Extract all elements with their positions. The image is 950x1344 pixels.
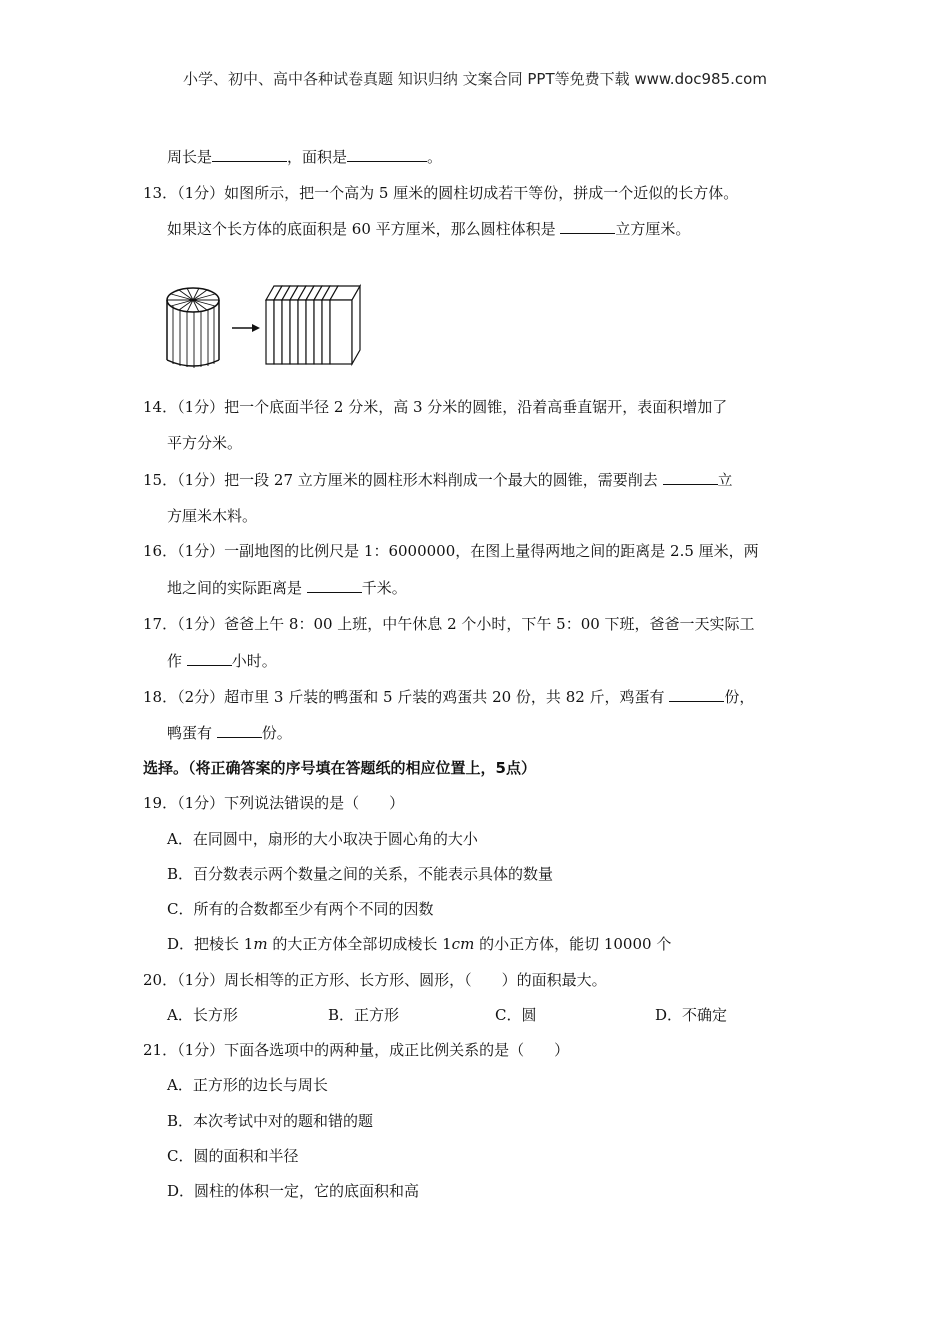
q21-stem	[143, 1040, 569, 1060]
q19-d-text1: D．把棱长 1	[167, 935, 254, 953]
q16-text2b: 千米。	[361, 579, 407, 597]
q20-option-d: D．不确定	[655, 1006, 728, 1024]
q13-text2a: 如果这个长方体的底面积是 60 平方厘米，那么圆柱体积是	[167, 220, 556, 238]
q19-d-text2: 的大正方体全部切成棱长 1	[267, 935, 452, 953]
q19-option-a: A．在同圆中，扇形的大小取决于圆心角的大小	[167, 830, 478, 848]
q12-blank-area	[347, 146, 427, 162]
q13-line1	[143, 183, 738, 203]
q18-blank-duck	[217, 722, 262, 738]
q20-option-a: A．长方形	[167, 1006, 238, 1024]
q20-number: 20．	[143, 971, 178, 989]
q19-number: 19．	[143, 794, 178, 812]
q19-option-c: C．所有的合数都至少有两个不同的因数	[167, 900, 434, 918]
q18-line1	[143, 686, 754, 707]
q21-option-d: D．圆柱的体积一定，它的底面积和高	[167, 1182, 420, 1200]
q20-stem-text: （1分）周长相等的正方形、长方形、圆形，（ ）的面积最大。	[177, 971, 607, 989]
q15-text1b: 立	[717, 471, 733, 489]
q16-number: 16．	[143, 542, 178, 560]
cuboid-slices	[266, 286, 360, 364]
q12-blank-perimeter	[212, 146, 287, 162]
q21-option-c: C．圆的面积和半径	[167, 1147, 299, 1165]
q19-d-unit-m: m	[253, 935, 268, 953]
page-header: 小学、初中、高中各种试卷真题 知识归纳 文案合同 PPT等免费下载 www.doc985.com	[183, 70, 767, 88]
q17-line1	[143, 614, 755, 634]
q17-line2	[167, 650, 277, 671]
q21-number: 21．	[143, 1041, 178, 1059]
q18-text1b: 份，	[724, 688, 755, 706]
q13-line2	[167, 218, 690, 239]
q18-number: 18．	[143, 688, 178, 706]
section-heading-choice: 选择。（将正确答案的序号填在答题纸的相应位置上，5点）	[143, 759, 536, 777]
q16-text1: （1分）一副地图的比例尺是 1：6000000，在图上量得两地之间的距离是 2.5 厘米，两	[177, 542, 759, 560]
q15-number: 15．	[143, 471, 178, 489]
q17-text2a: 作	[167, 652, 183, 670]
q21-stem-text: （1分）下面各选项中的两种量，成正比例关系的是（ ）	[177, 1041, 570, 1059]
q12-continuation	[167, 146, 442, 167]
q13-number: 13．	[143, 184, 178, 202]
q14-number: 14．	[143, 398, 178, 416]
q15-line1	[143, 469, 733, 490]
q19-stem	[143, 793, 404, 813]
q21-option-a: A．正方形的边长与周长	[167, 1076, 328, 1094]
q12-text-b: ，面积是	[287, 148, 348, 166]
q16-line2	[167, 577, 407, 598]
q16-blank	[307, 577, 362, 593]
q20-stem	[143, 970, 607, 990]
q15-blank	[663, 469, 718, 485]
q21-option-b: B．本次考试中对的题和错的题	[167, 1112, 374, 1130]
q17-text1: （1分）爸爸上午 8：00 上班，中午休息 2 个小时，下午 5：00 下班，爸爸一天实际工	[177, 615, 755, 633]
q19-d-unit-cm: cm	[451, 935, 475, 953]
q13-text2b: 立方厘米。	[615, 220, 691, 238]
q20-option-b: B．正方形	[328, 1006, 400, 1024]
q16-text2a: 地之间的实际距离是	[167, 579, 303, 597]
q12-text-a: 周长是	[167, 148, 213, 166]
q17-number: 17．	[143, 615, 178, 633]
q18-text2b: 份。	[261, 724, 292, 742]
q19-option-b: B．百分数表示两个数量之间的关系，不能表示具体的数量	[167, 865, 554, 883]
q12-text-c: 。	[427, 148, 443, 166]
q15-text1a: （1分）把一段 27 立方厘米的圆柱形木料削成一个最大的圆锥，需要削去	[177, 471, 658, 489]
q18-blank-chicken	[669, 686, 724, 702]
q20-option-c: C．圆	[495, 1006, 537, 1024]
q19-option-d	[167, 934, 671, 954]
q18-line2	[167, 722, 292, 743]
q16-line1	[143, 541, 759, 561]
q17-blank	[187, 650, 232, 666]
q17-text2b: 小时。	[231, 652, 277, 670]
q19-stem-text: （1分）下列说法错误的是（ ）	[177, 794, 405, 812]
cylinder-to-cuboid-figure	[160, 280, 370, 375]
arrow-icon	[232, 324, 260, 332]
q18-text1a: （2分）超市里 3 斤装的鸭蛋和 5 斤装的鸡蛋共 20 份，共 82 斤，鸡蛋有	[177, 688, 665, 706]
q15-line2: 方厘米木料。	[167, 507, 258, 525]
q13-text1: （1分）如图所示，把一个高为 5 厘米的圆柱切成若干等份，拼成一个近似的长方体。	[177, 184, 739, 202]
q19-d-text3: 的小正方体，能切 10000 个	[474, 935, 672, 953]
q14-text1: （1分）把一个底面半径 2 分米，高 3 分米的圆锥，沿着高垂直锯开，表面积增加了	[177, 398, 728, 416]
q13-blank	[560, 218, 615, 234]
q14-line1	[143, 397, 727, 417]
q18-text2a: 鸭蛋有	[167, 724, 213, 742]
q14-line2: 平方分米。	[167, 434, 243, 452]
